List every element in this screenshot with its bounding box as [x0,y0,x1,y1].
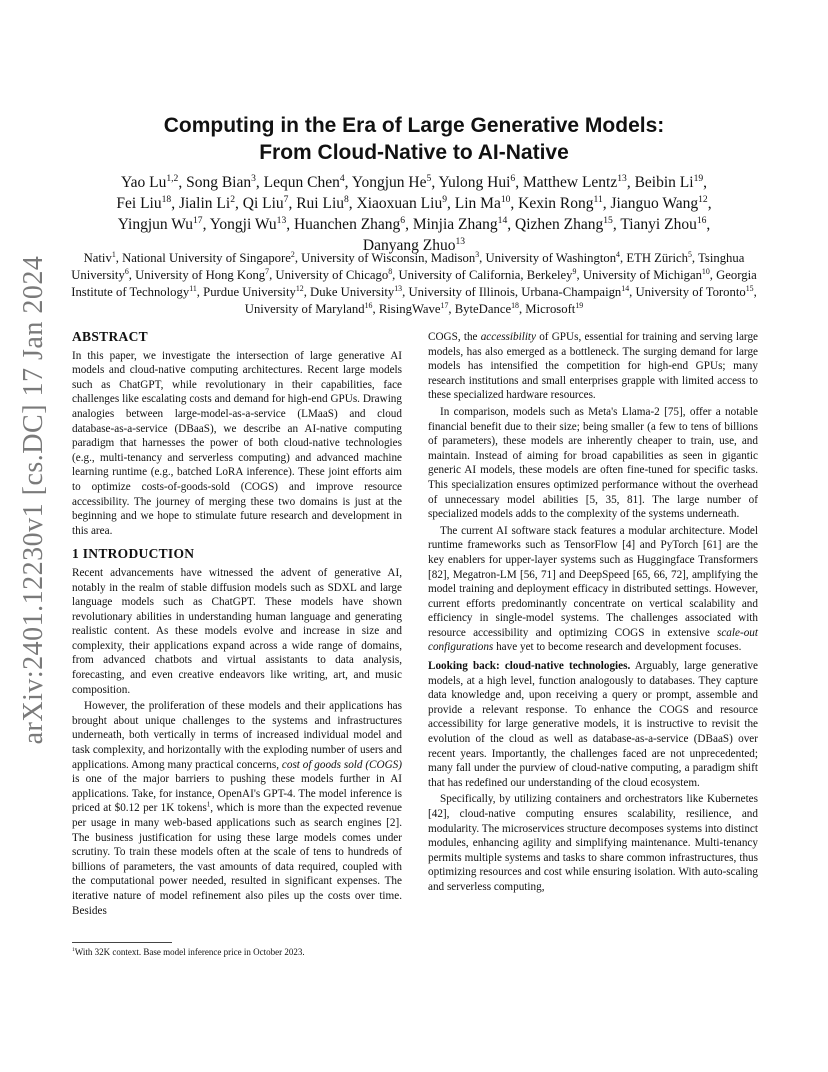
affiliation: University of Michigan$^{10}$ [582,266,710,282]
affiliation: University of Washington$^4$ [485,249,620,265]
affiliation: University of Wisconsin, Madison$^3$ [301,249,480,265]
left-column [72,330,402,920]
abstract-text: In this paper, we investigate the intersection of large generative AI models and cloud-native computing architectures. Recent large models such as ChatGPT, while revolutionary in their capabilities, face challenges like escalating costs and demand for high-end GPUs. Drawing analogies between large-model-as-a-service (LMaaS) and cloud database-as-a-service (DBaaS), we describe an AI-native computing paradigm that harnesses the power of both cloud-native technologies (e.g., multi-tenancy and serverless computing) and advanced machine learning runtime (e.g., batched LoRA inference). These joint efforts aim to optimize costs-of-goods-sold (COGS) and improve resource accessibility. The journey of merging these two domains is just at the beginning and we hope to stimulate future research and development in this area. [72,349,402,537]
author: Song Bian$^3$ [186,172,256,191]
affiliation: Duke University$^{13}$ [310,283,403,299]
author: Xiaoxuan Liu$^9$ [356,193,448,212]
author: Fei Liu$^{18}$ [116,193,172,212]
affiliation: ETH Zürich$^5$ [626,249,692,265]
affiliation: Tsinghua University$^6$ [71,251,745,282]
author: Yongjun He$^5$ [351,172,432,191]
affiliation: University of Maryland$^{16}$ [244,300,373,316]
author: Minjia Zhang$^{14}$ [412,214,508,233]
author: Qizhen Zhang$^{15}$ [515,214,613,233]
author: Yao Lu$^{1,2}$ [120,172,179,191]
affiliation-list: Nativ$^1$, National University of Singapore$^2$, University of Wisconsin, Madison$^3$, University of Washington$^4$, ETH Zürich$^5$, Tsinghua University$^6$, University of Hong Kong$^7$, University of Chicago$^8$, University of California, Berkeley$^9$, University of Michigan$^{10}$, Georgia Institute of Technology$^{11}$, Purdue University$^{12}$, Duke University$^{13}$, University of Illinois, Urbana-Champaign$^{14}$, University of Toronto$^{15}$, University of Maryland$^{16}$, RisingWave$^{17}$, ByteDance$^{18}$, Microsoft$^{19}$ [71,249,757,316]
author: Lequn Chen$^4$ [263,172,345,191]
right-paragraph-1: COGS, the accessibility of GPUs, essential for training and serving large models, has also emerged as a bottleneck. The surging demand for large models has intensified the competition for high-end GPUs; many research institutions and small enterprises grapple with limited access to these specialized hardware resources. [428,331,758,402]
right-paragraph-3: The current AI software stack features a modular architecture. Model runtime frameworks such as TensorFlow [4] and PyTorch [61] are the key enablers for upper-layer systems such as Huggingface Transformers [82], Megatron-LM [56, 71] and DeepSpeed [65, 66, 72], amplifying the model training and deployment efficacy in distributed settings. However, current efforts predominantly concentrate on vertical scalability and efficiency in single-model systems. The challenges associated with resource accessibility and optimizing COGS in extensive scale-out configurations have yet to become research and development focuses. [428,524,758,654]
author: Yulong Hui$^6$ [438,172,516,191]
affiliation: National University of Singapore$^2$ [122,249,295,265]
author: Tianyi Zhou$^{16}$ [620,214,707,233]
affiliation: University of Toronto$^{15}$ [635,283,754,299]
affiliation: Georgia Institute of Technology$^{11}$ [71,268,757,299]
affiliation: University of Hong Kong$^7$ [135,266,270,282]
right-paragraph-4: Looking back: cloud-native technologies. Arguably, large generative models, at a high level, function analogously to databases. They capture data knowledge and, upon receiving a query or prompt, assemble and provide a relevant response. To enhance the COGS and resource accessibility for large generative models, it is instructive to revisit the evolution of the cloud as well as database-as-a-service (DBaaS) over recent years. Importantly, the challenges faced are not unprecedented; many fall under the purview of cloud-native computing, a paradigm shift that has redefined our understanding of the cloud ecosystem. [428,660,758,789]
intro-paragraph-2: However, the proliferation of these models and their applications has brought about unique challenges to the systems and infrastructures underneath, both vertically in terms of increased individual model and task complexity, and horizontally with the exploding number of users and applications. Among many practical concerns, cost of goods sold (COGS) is one of the major barriers to pushing these models further in AI applications. Take, for instance, OpenAI's GPT-4. The model inference is priced at $0.12 per 1K tokens$^1$, which is more than the expected revenue per usage in many web-based applications such as search engines [2]. The business justification for using these large models comes under scrutiny. To train these models often at the scale of tens to hundreds of billions of parameters, the vast amounts of data required, coupled with the computational power needed, resulted in significant expenses. The iterative nature of model refinement also piles up the costs over time. Besides [72,700,402,917]
author: Rui Liu$^8$ [296,193,349,212]
arxiv-stamp: arXiv:2401.12230v1 [cs.DC] 17 Jan 2024 [18,255,49,745]
right-paragraph-2: In comparison, models such as Meta's Llama-2 [75], offer a notable financial benefit due to their size; being smaller (a few to tens of billions of parameters), these models are inherently cheaper to train, use, and maintain. Instead of aiming for broad capabilities as seen in gigantic generic AI models, these models are often fine-tuned for specific tasks. This specialization ensures optimized performance without the overhead of unnecessary model abilities [5, 35, 81]. The large number of specialized models adds to the complexity of the systems underneath. [428,405,758,521]
affiliation: Nativ$^1$ [83,249,116,265]
author: Danyang Zhuo$^{13}$ [362,235,466,254]
author: Kexin Rong$^{11}$ [518,193,603,212]
author: Huanchen Zhang$^6$ [293,214,406,233]
affiliation: ByteDance$^{18}$ [454,300,519,316]
author: Jianguo Wang$^{12}$ [610,193,708,212]
author: Jialin Li$^2$ [178,193,235,212]
abstract-heading: ABSTRACT [72,329,148,344]
footnote: $^1$With 32K context. Base model inference price in October 2023. [72,942,402,958]
affiliation: Microsoft$^{19}$ [525,300,584,316]
intro-paragraph-1: Recent advancements have witnessed the advent of generative AI, notably in the realm of stable diffusion models such as SDXL and large language models such as ChatGPT. These models have shown revolutionary abilities in understanding human language and generating realistic content. As these models evolve and increase in size and complexity, their applications expand across a wide range of domains, from advanced chatbots and virtual assistants to data analysis, forecasting, and even creative endeavors like writing, art, and music composition. [72,566,402,696]
right-paragraph-5: Specifically, by utilizing containers and orchestrators like Kubernetes [42], cloud-native computing ensures scalability, resilience, and modularity. The microservices structure decomposes systems into distinct modules, enhancing agility and simplifying maintenance. Multi-tenancy permits multiple systems and tasks to share common infrastructures, thus optimizing resources and cost while ensuring isolation. With auto-scaling and serverless computing, [428,793,758,893]
affiliation: Purdue University$^{12}$ [203,283,304,299]
affiliation: University of Chicago$^8$ [275,266,393,282]
affiliation: RisingWave$^{17}$ [378,300,449,316]
author-list: Yao Lu$^{1,2}$, Song Bian$^3$, Lequn Chen$^4$, Yongjun He$^5$, Yulong Hui$^6$, Matthew Lentz$^{13}$, Beibin Li$^{19}$, Fei Liu$^{18}$, Jialin Li$^2$, Qi Liu$^7$, Rui Liu$^8$, Xiaoxuan Liu$^9$, Lin Ma$^{10}$, Kexin Rong$^{11}$, Jianguo Wang$^{12}$, Yingjun Wu$^{17}$, Yongji Wu$^{13}$, Huanchen Zhang$^6$, Minjia Zhang$^{14}$, Qizhen Zhang$^{15}$, Tianyi Zhou$^{16}$, Danyang Zhuo$^{13}$ [116,172,712,254]
author: Yingjun Wu$^{17}$ [117,214,203,233]
author: Lin Ma$^{10}$ [454,193,511,212]
affiliation: University of California, Berkeley$^9$ [398,266,577,282]
author: Matthew Lentz$^{13}$ [522,172,627,191]
paper-title: Computing in the Era of Large Generative Models: From Cloud-Native to AI-Native [163,114,665,164]
right-column [428,330,758,897]
author: Yongji Wu$^{13}$ [209,214,287,233]
affiliation: University of Illinois, Urbana-Champaign$^{14}$ [408,283,630,299]
author: Beibin Li$^{19}$ [634,172,704,191]
author: Qi Liu$^7$ [242,193,289,212]
introduction-heading: 1 INTRODUCTION [72,546,195,562]
